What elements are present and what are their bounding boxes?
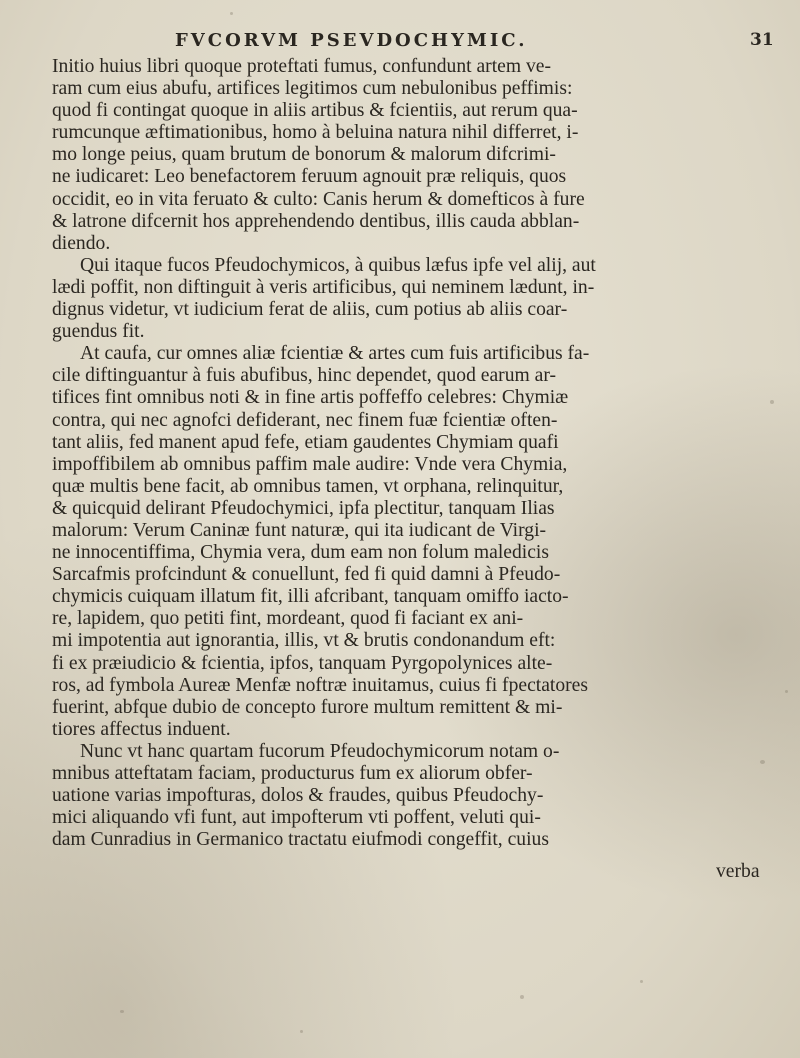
text-line: re, lapidem, quo petiti fint, mordeant, quod fi faciant ex ani- (52, 608, 524, 630)
text-line: uatione varias impofturas, dolos & fraudes, quibus Pfeudochy- (52, 785, 544, 807)
speckle (770, 400, 774, 404)
speckle (640, 980, 643, 983)
speckle (120, 1010, 124, 1013)
running-title: FVCORVM PSEVDOCHYMIC. (175, 30, 528, 51)
text-line: guendus fit. (52, 321, 145, 343)
text-line: rumcunque æftimationibus, homo à beluina natura nihil differret, i- (52, 122, 579, 144)
text-line: ne iudicaret: Leo benefactorem feruum agnouit præ reliquis, quos (52, 166, 567, 188)
text-line: diendo. (52, 232, 111, 254)
text-line: dignus videtur, vt iudicium ferat de aliis, cum potius ab aliis coar- (52, 299, 568, 321)
speckle (230, 12, 233, 15)
text-line: dam Cunradius in Germanico tractatu eiufmodi congeffit, cuius (52, 829, 549, 851)
text-line: mi impotentia aut ignorantia, illis, vt & brutis condonandum eft: (52, 630, 556, 652)
speckle (520, 995, 524, 999)
text-line: lædi poffit, non diftinguit à veris artificibus, qui neminem lædunt, in- (52, 276, 595, 298)
text-line: tant aliis, fed manent apud fefe, etiam gaudentes Chymiam quafi (52, 431, 559, 453)
text-line: ram cum eius abufu, artifices legitimos cum nebulonibus peffimis: (52, 78, 573, 100)
text-line: Sarcafmis profcindunt & conuellunt, fed fi quid damni à Pfeudo- (52, 564, 561, 586)
body-text (52, 56, 770, 851)
text-line: malorum: Verum Caninæ funt naturæ, qui ita iudicant de Virgi- (52, 519, 547, 541)
text-line: impoffibilem ab omnibus paffim male audire: Vnde vera Chymia, (52, 453, 568, 475)
catchword: verba (716, 861, 760, 882)
text-line: & latrone difcernit hos apprehendendo dentibus, illis cauda abblan- (52, 210, 580, 232)
text-line: occidit, eo in vita feruato & culto: Canis herum & domefticos à fure (52, 188, 585, 210)
speckle (785, 690, 788, 693)
text-line: fuerint, abfque dubio de concepto furore multum remittent & mi- (52, 696, 563, 718)
text-line: ne innocentiffima, Chymia vera, dum eam non folum maledicis (52, 542, 549, 564)
text-line: quod fi contingat quoque in aliis artibus & fcientiis, aut rerum qua- (52, 100, 578, 122)
text-line: mnibus atteftatam faciam, producturus fum ex aliorum obfer- (52, 763, 533, 784)
speckle (300, 1030, 303, 1033)
text-line: & quicquid delirant Pfeudochymici, ipfa plectitur, tanquam Ilias (52, 497, 555, 519)
text-line: Qui itaque fucos Pfeudochymicos, à quibus læfus ipfe vel alij, aut (80, 254, 596, 276)
text-line: cile diftinguantur à fuis abufibus, hinc dependet, quod earum ar- (52, 365, 556, 387)
text-line: ros, ad fymbola Aureæ Menfæ noftræ inuitamus, cuius fi fpectatores (52, 674, 588, 696)
text-line: fi ex præiudicio & fcientia, ipfos, tanquam Pyrgopolynices alte- (52, 652, 553, 674)
text-line: mo longe peius, quam brutum de bonorum & malorum difcrimi- (52, 144, 556, 166)
text-line: chymicis cuiquam illatum fit, illi afcribant, tanquam omiffo iacto- (52, 586, 569, 608)
text-line: mici aliquando vfi funt, aut impofterum vti poffent, veluti qui- (52, 807, 541, 829)
text-line: Nunc vt hanc quartam fucorum Pfeudochymicorum notam o- (80, 740, 560, 762)
page-number: 31 (750, 30, 774, 50)
text-line: At caufa, cur omnes aliæ fcientiæ & artes cum fuis artificibus fa- (80, 343, 590, 365)
text-line: quæ multis bene facit, ab omnibus tamen, vt orphana, relinquitur, (52, 475, 564, 497)
text-line: tifices fint omnibus noti & in fine artis poffeffo celebres: Chymiæ (52, 387, 569, 409)
text-line: contra, qui nec agnofci defiderant, nec finem fuæ fcientiæ often- (52, 409, 558, 431)
text-line: Initio huius libri quoque proteftati fumus, confundunt artem ve- (52, 56, 551, 77)
speckle (760, 760, 765, 764)
text-line: tiores affectus induent. (52, 718, 231, 740)
